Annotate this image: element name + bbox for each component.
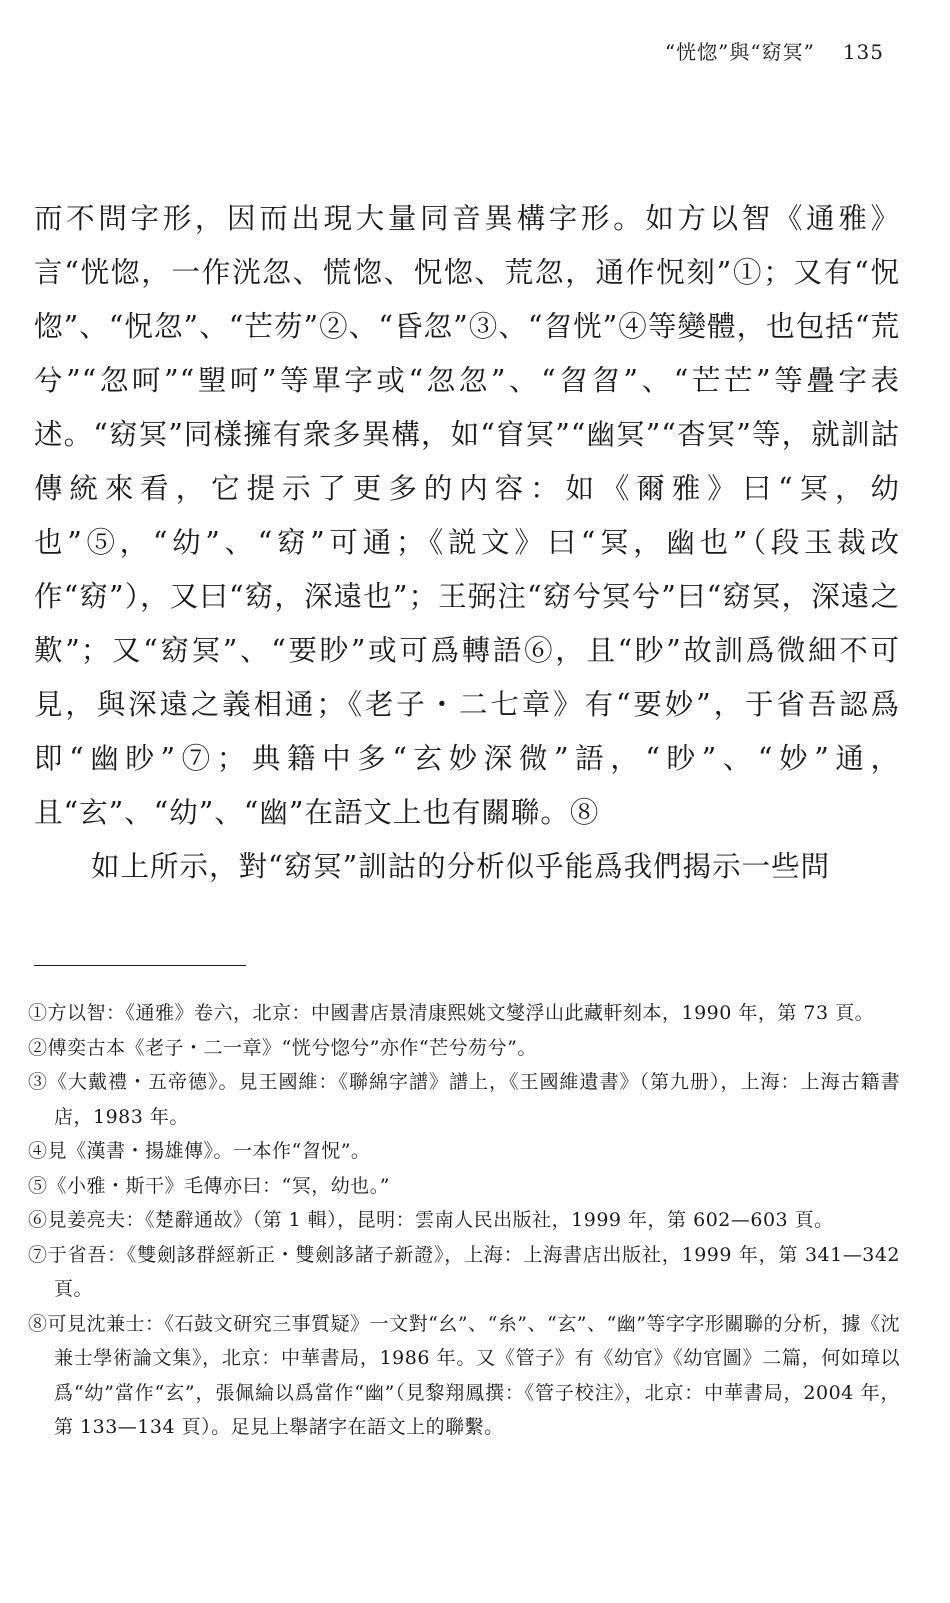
running-header (665, 36, 884, 65)
footnote-separator (34, 965, 246, 966)
footnote-8: ⑧可見沈兼士：《石鼓文研究三事質疑》一文對“幺”、“糸”、“玄”、“幽”等字字形關聯的分析，據《沈兼士學術論文集》，北京：中華書局，1986 年。又《管子》有《幼官》《幼官圖》二篇，何如璋以爲“幼”當作“玄”，張佩綸以爲當作“幽”（見黎翔鳳撰：《管子校注》，北京：中華書局，2004 年，第 133—134 頁）。足見上舉諸字在語文上的聯繫。 (28, 1312, 900, 1438)
footnote-2: ②傅奕古本《老子・二一章》“恍兮惚兮”亦作“芒兮芴兮”。 (28, 1036, 537, 1059)
body-paragraph: 如上所示，對“窈冥”訓詁的分析似乎能爲我們揭示一些問 (91, 850, 831, 883)
footnote-5: ⑤《小雅・斯干》毛傳亦曰：“冥，幼也。” (28, 1174, 390, 1197)
footnote-6: ⑥見姜亮夫：《楚辭通故》（第 1 輯），昆明：雲南人民出版社，1999 年，第 602—603 頁。 (28, 1209, 834, 1231)
footnote-1: ①方以智：《通雅》卷六，北京：中國書店景清康熙姚文燮浮山此藏軒刻本，1990 年，第 73 頁。 (28, 1002, 875, 1024)
page-number: 135 (842, 40, 884, 64)
main-text (34, 192, 900, 894)
running-title: “恍惚”與“窈冥” (664, 40, 815, 64)
footnote-4: ④見《漢書・揚雄傳》。一本作“曶怳”。 (28, 1140, 371, 1162)
body-paragraph: 而不問字形，因而出現大量同音異構字形。如方以智《通雅》言“恍惚，一作洸忽、慌惚、怳惚、荒忽，通作怳刻”①；又有“怳惚”、“怳忽”、“芒芴”②、“昏忽”③、“曶恍”④等變體，也包括“荒兮”“忽呵”“朢呵”等單字或“忽忽”、“曶曶”、“芒芒”等疊字表述。“窈冥”同樣擁有衆多異構，如“窅冥”“幽冥”“杳冥”等，就訓詁傳統來看，它提示了更多的内容：如《爾雅》曰“冥，幼也”⑤，“幼”、“窈”可通；《説文》曰“冥，幽也”（段玉裁改作“窈”），又曰“窈，深遠也”；王弼注“窈兮冥兮”曰“窈冥，深遠之歎”；又“窈冥”、“要眇”或可爲轉語⑥，且“眇”故訓爲微細不可見，與深遠之義相通；《老子・二七章》有“要妙”，于省吾認爲即“幽眇”⑦；典籍中多“玄妙深微”語，“眇”、“妙”通，且“玄”、“幼”、“幽”在語文上也有關聯。⑧ (34, 202, 900, 829)
footnotes (28, 996, 900, 1445)
footnote-7: ⑦于省吾：《雙劍誃群經新正・雙劍誃諸子新證》，上海：上海書店出版社，1999 年，第 341—342 頁。 (28, 1243, 900, 1300)
footnote-3: ③《大戴禮・五帝德》。見王國維：《聯綿字譜》譜上，《王國維遺書》（第九册），上海：上海古籍書店，1983 年。 (28, 1071, 900, 1128)
